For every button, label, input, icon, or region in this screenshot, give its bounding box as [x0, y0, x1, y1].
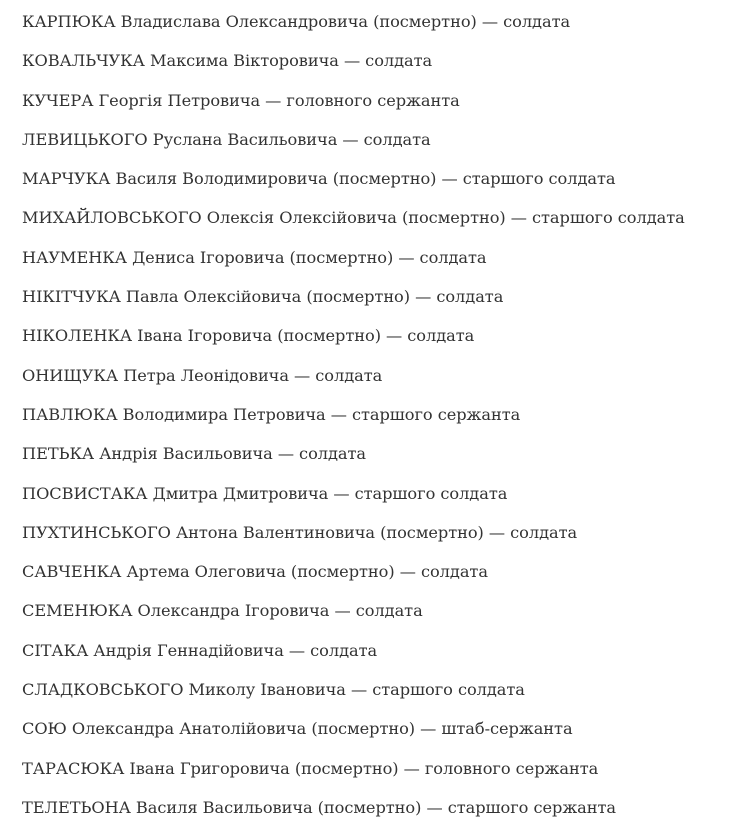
list-item: МИХАЙЛОВСЬКОГО Олексія Олексійовича (посмертно) — старшого солдата: [22, 208, 685, 228]
list-item: СІТАКА Андрія Геннадійовича — солдата: [22, 640, 378, 660]
list-item: ПЕТЬКА Андрія Васильовича — солдата: [22, 444, 367, 464]
list-item: СЕМЕНЮКА Олександра Ігоровича — солдата: [22, 601, 423, 621]
list-item: МАРЧУКА Василя Володимировича (посмертно) — старшого солдата: [22, 169, 616, 189]
list-item: СОЮ Олександра Анатолійовича (посмертно) — штаб-сержанта: [22, 719, 573, 739]
list-item: НІКІТЧУКА Павла Олексійовича (посмертно) — солдата: [22, 287, 504, 307]
list-item: НАУМЕНКА Дениса Ігоровича (посмертно) — солдата: [22, 247, 487, 267]
list-item: СЛАДКОВСЬКОГО Миколу Івановича — старшого солдата: [22, 680, 525, 700]
list-item: ПАВЛЮКА Володимира Петровича — старшого сержанта: [22, 404, 521, 424]
list-item: ОНИЩУКА Петра Леонідовича — солдата: [22, 365, 383, 385]
list-item: САВЧЕНКА Артема Олеговича (посмертно) — солдата: [22, 562, 488, 582]
list-item: КУЧЕРА Георгія Петровича — головного сержанта: [22, 90, 460, 110]
list-item: КАРПЮКА Владислава Олександровича (посмертно) — солдата: [22, 12, 571, 31]
list-item: ЛЕВИЦЬКОГО Руслана Васильовича — солдата: [22, 129, 431, 149]
list-item: ТАРАСЮКА Івана Григоровича (посмертно) — головного сержанта: [22, 758, 599, 778]
list-item: КОВАЛЬЧУКА Максима Вікторовича — солдата: [22, 51, 433, 71]
list-item: ТЕЛЕТЬОНА Василя Васильовича (посмертно) — старшого сержанта: [22, 797, 617, 817]
list-item: ПУХТИНСЬКОГО Антона Валентиновича (посмертно) — солдата: [22, 522, 578, 542]
list-item: ПОСВИСТАКА Дмитра Дмитровича — старшого солдата: [22, 483, 508, 503]
award-recipients-list: [22, 0, 742, 827]
list-item: НІКОЛЕНКА Івана Ігоровича (посмертно) — солдата: [22, 326, 475, 346]
